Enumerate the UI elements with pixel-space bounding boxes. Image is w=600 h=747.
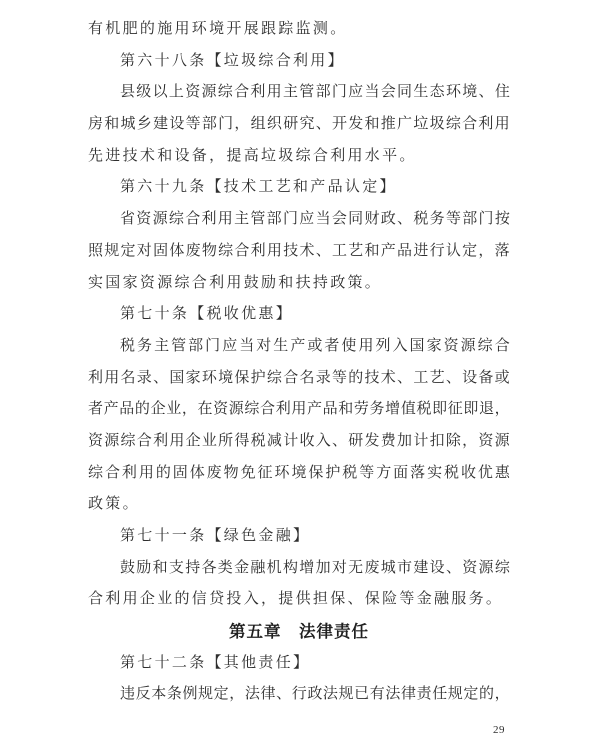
page-number: 29 bbox=[493, 724, 505, 736]
article-title-line: 第七十二条【其他责任】 bbox=[120, 654, 311, 671]
body-text-line: 鼓 励 和 支 持 各 类 金 融 机 构 增 加 对 无 废 城 市 建 设 、 资 源 综 bbox=[120, 559, 510, 576]
text-body bbox=[88, 14, 510, 711]
body-text-line: 资 源 综 合 利 用 企 业 所 得 税 减 计 收 入 、 研 发 费 加 计 扣 除 ， 资 源 bbox=[88, 432, 510, 449]
chapter-heading: 第五章 法律责任 bbox=[229, 622, 369, 642]
article-title-line: 第七十条【税收优惠】 bbox=[120, 306, 294, 323]
body-text-line: 合利用企业的信贷投入，提供担保、保险等金融服务。 bbox=[88, 591, 504, 608]
body-text-line: 政策。 bbox=[88, 496, 140, 513]
article-title-line: 第六十八条【垃圾综合利用】 bbox=[120, 52, 345, 69]
body-text-line: 县 级 以 上 资 源 综 合 利 用 主 管 部 门 应 当 会 同 生 态 环 境 、 住 bbox=[120, 84, 510, 101]
body-text-line: 违 反 本 条 例 规 定 ， 法 律 、 行 政 法 规 已 有 法 律 责 任 规 定 的 ， bbox=[120, 686, 510, 703]
body-text-line: 先进技术和设备，提高垃圾综合利用水平。 bbox=[88, 147, 417, 164]
body-text-line: 有机肥的施用环境开展跟踪监测。 bbox=[88, 21, 348, 37]
body-text-line: 者 产 品 的 企 业 ， 在 资 源 综 合 利 用 产 品 和 劳 务 增 值 税 即 征 即 退 ， bbox=[88, 401, 510, 418]
article-title-line: 第七十一条【绿色金融】 bbox=[120, 528, 311, 544]
body-text-line: 房 和 城 乡 建 设 等 部 门 ， 组 织 研 究 、 开 发 和 推 广 垃 圾 综 合 利 用 bbox=[88, 116, 510, 133]
body-text-line: 利 用 名 录 、 国 家 环 境 保 护 综 合 名 录 等 的 技 术 、 工 艺 、 设 备 或 bbox=[88, 369, 510, 386]
body-text-line: 省 资 源 综 合 利 用 主 管 部 门 应 当 会 同 财 政 、 税 务 等 部 门 按 bbox=[120, 211, 510, 228]
body-text-line: 综 合 利 用 的 固 体 废 物 免 征 环 境 保 护 税 等 方 面 落 实 税 收 优 惠 bbox=[88, 464, 510, 481]
body-text-line: 实国家资源综合利用鼓励和扶持政策。 bbox=[88, 274, 383, 291]
body-text-line: 税 务 主 管 部 门 应 当 对 生 产 或 者 使 用 列 入 国 家 资 源 综 合 bbox=[120, 337, 510, 354]
body-text-line: 照 规 定 对 固 体 废 物 综 合 利 用 技 术 、 工 艺 和 产 品 进 行 认 定 ， 落 bbox=[88, 242, 510, 259]
article-title-line: 第六十九条【技术工艺和产品认定】 bbox=[120, 179, 397, 196]
